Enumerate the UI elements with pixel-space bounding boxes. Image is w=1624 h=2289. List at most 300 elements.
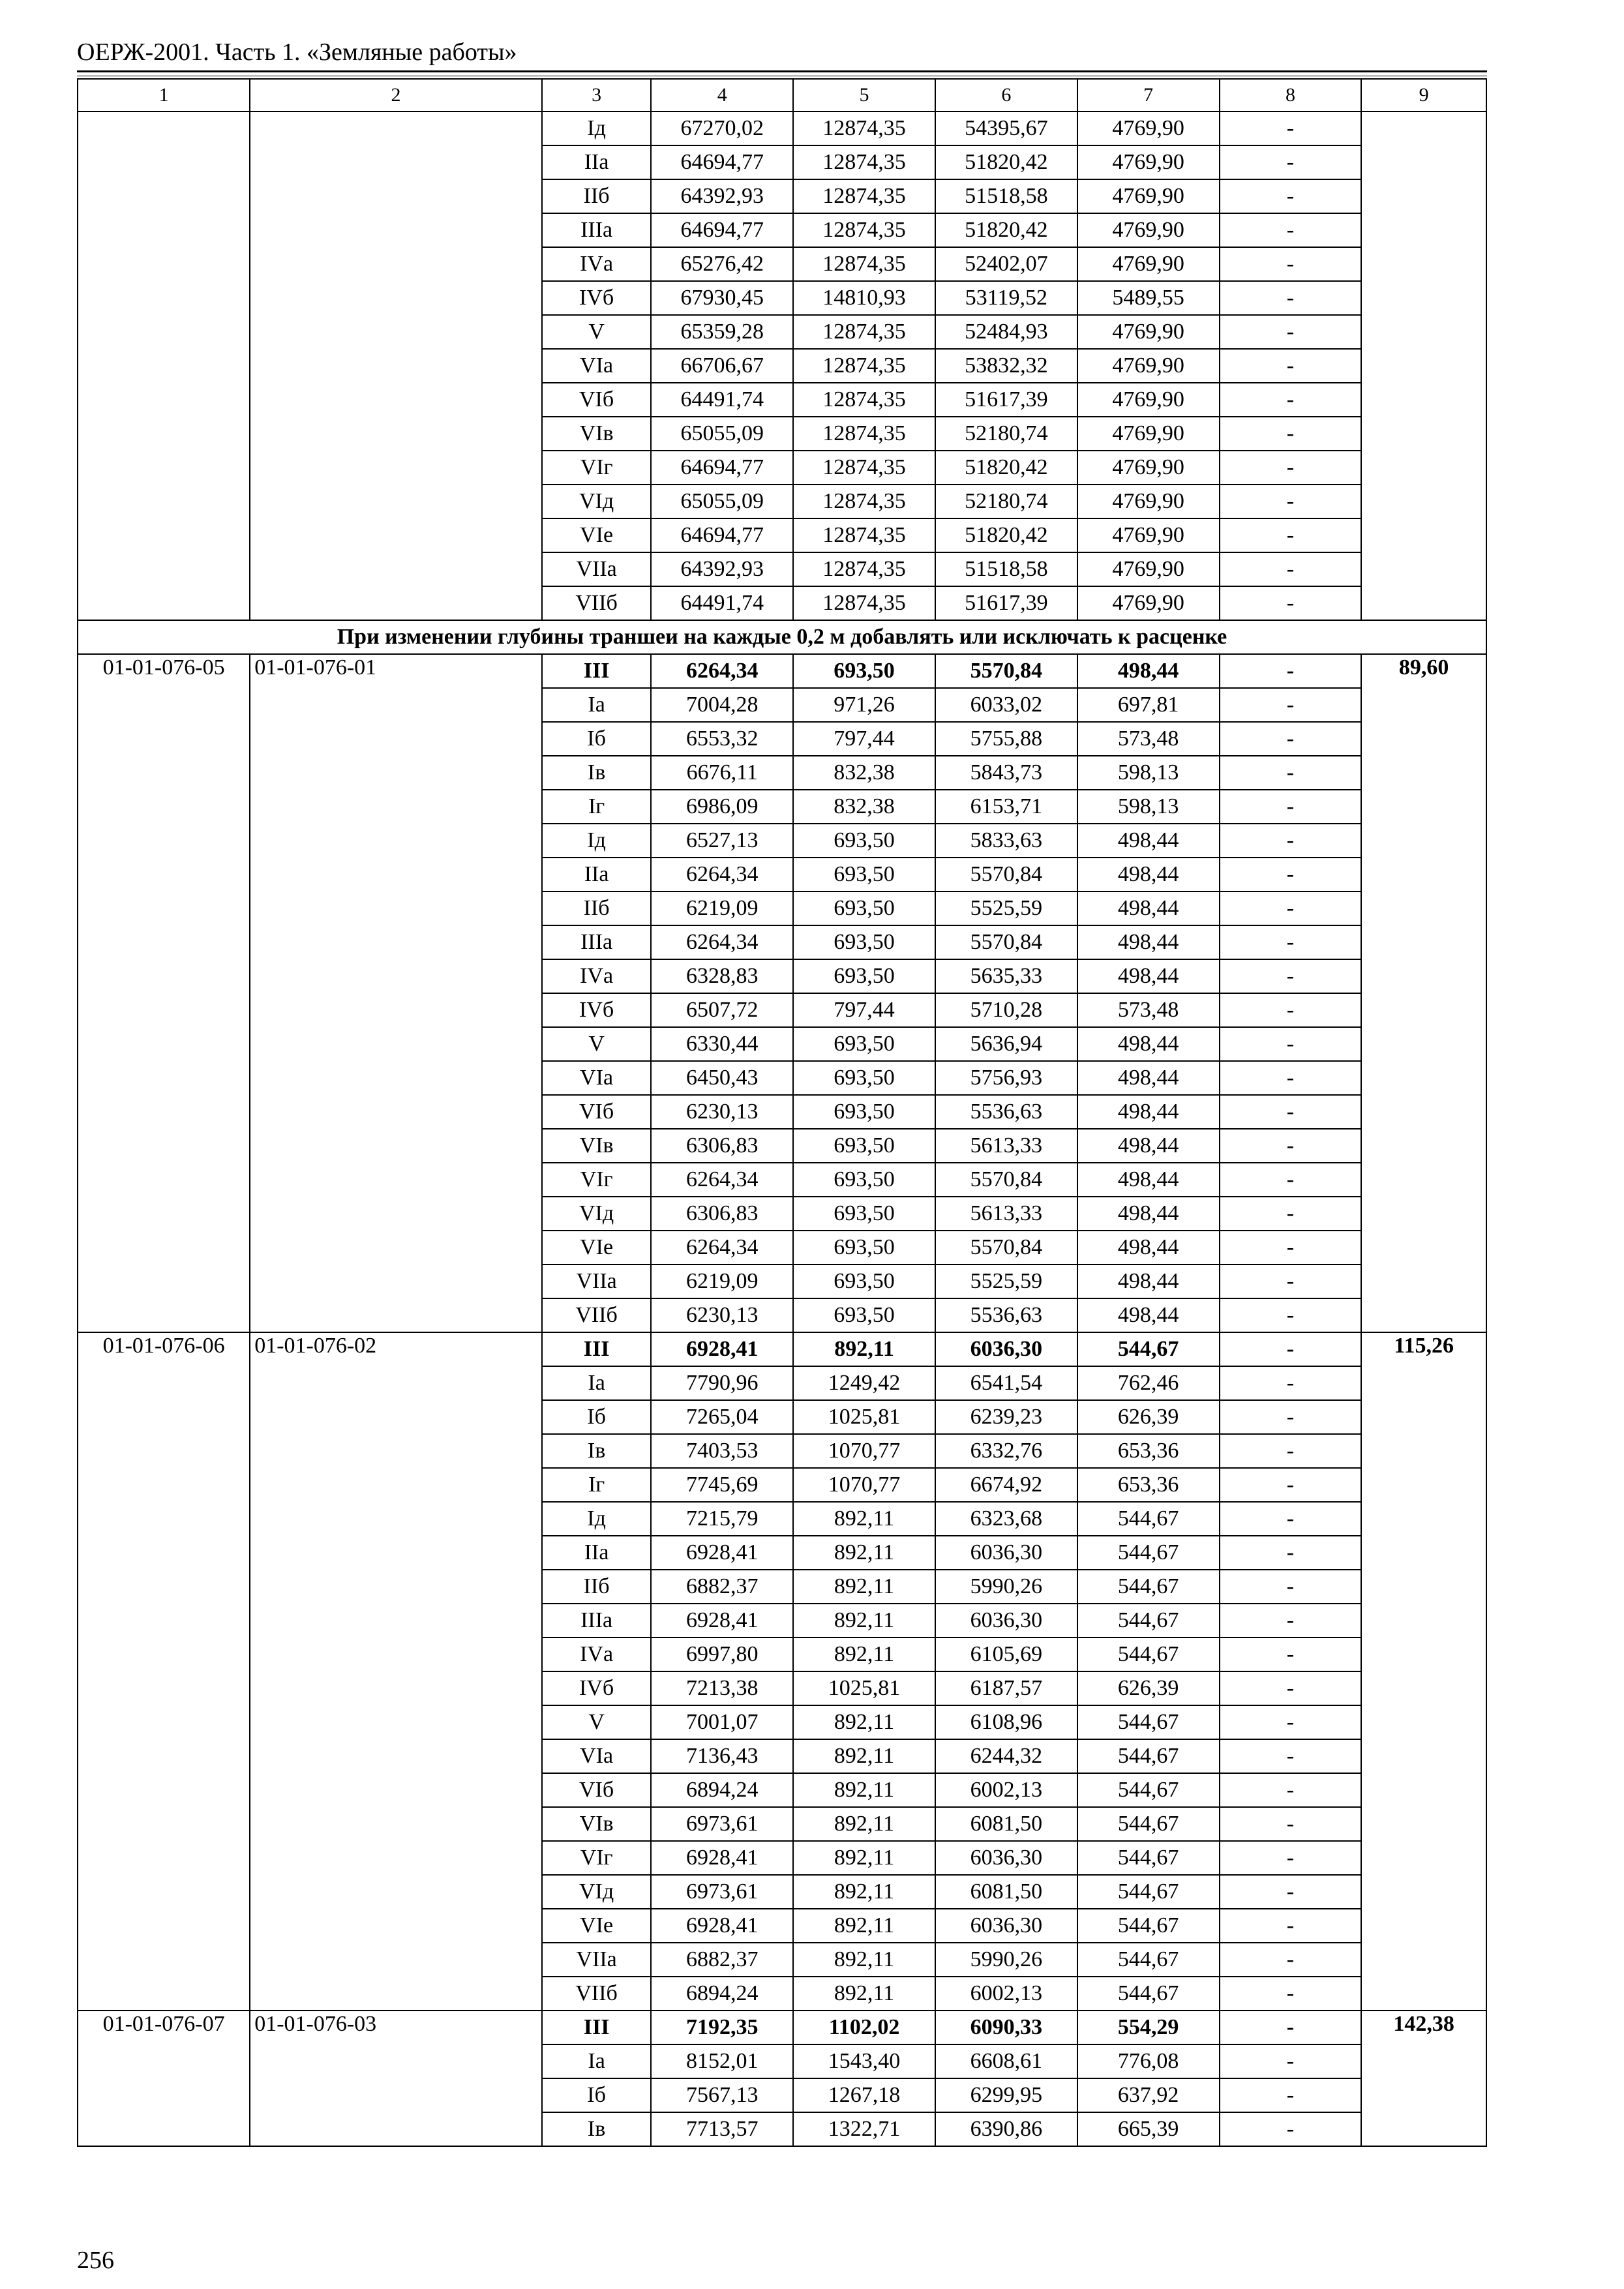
region-cell: V [542,1705,651,1739]
value-cell: 12874,35 [793,213,935,247]
value-cell: - [1220,1909,1362,1943]
value-cell: - [1220,688,1362,722]
value-cell: - [1220,2112,1362,2146]
base-rate-cell [250,112,542,620]
value-cell: - [1220,1671,1362,1705]
value-cell: 544,67 [1077,1943,1220,1977]
value-cell: 544,67 [1077,1841,1220,1875]
region-cell: VIг [542,1841,651,1875]
value-cell: 1322,71 [793,2112,935,2146]
value-cell: 64694,77 [651,518,793,552]
value-cell: 7790,96 [651,1366,793,1400]
value-cell: - [1220,1332,1362,1366]
value-cell: 6187,57 [935,1671,1077,1705]
value-cell: 498,44 [1077,1061,1220,1095]
value-cell: 1267,18 [793,2078,935,2112]
region-cell: VIе [542,1231,651,1264]
value-cell: 832,38 [793,790,935,824]
value-cell: - [1220,586,1362,620]
labor-cost-cell: 89,60 [1361,654,1486,1332]
value-cell: - [1220,2078,1362,2112]
value-cell: 4769,90 [1077,247,1220,281]
value-cell: 498,44 [1077,1095,1220,1129]
value-cell: - [1220,1841,1362,1875]
value-cell: 892,11 [793,1773,935,1807]
value-cell: 6036,30 [935,1909,1077,1943]
value-cell: 6928,41 [651,1909,793,1943]
value-cell: 544,67 [1077,1502,1220,1536]
value-cell: 832,38 [793,756,935,790]
value-cell: 5833,63 [935,824,1077,858]
value-cell: - [1220,1570,1362,1604]
region-cell: Iб [542,722,651,756]
value-cell: 892,11 [793,1536,935,1570]
value-cell: 7403,53 [651,1434,793,1468]
value-cell: 498,44 [1077,858,1220,891]
value-cell: 7192,35 [651,2011,793,2044]
value-cell: - [1220,213,1362,247]
value-cell: - [1220,1536,1362,1570]
value-cell: 498,44 [1077,891,1220,925]
value-cell: 693,50 [793,824,935,858]
value-cell: 1543,40 [793,2044,935,2078]
region-cell: III [542,654,651,688]
value-cell: 7713,57 [651,2112,793,2146]
value-cell: 6090,33 [935,2011,1077,2044]
column-number: 6 [935,79,1077,112]
value-cell: 12874,35 [793,112,935,145]
value-cell: 7745,69 [651,1468,793,1502]
value-cell: 64694,77 [651,213,793,247]
value-cell: 6882,37 [651,1570,793,1604]
value-cell: 6036,30 [935,1332,1077,1366]
value-cell: 67930,45 [651,281,793,315]
region-cell: Iд [542,1502,651,1536]
value-cell: 498,44 [1077,1027,1220,1061]
value-cell: 6299,95 [935,2078,1077,2112]
value-cell: - [1220,1400,1362,1434]
value-cell: 6997,80 [651,1638,793,1671]
value-cell: 498,44 [1077,654,1220,688]
value-cell: - [1220,1298,1362,1332]
rates-table [77,78,1487,2147]
value-cell: 51518,58 [935,179,1077,213]
value-cell: - [1220,2011,1362,2044]
region-cell: IIб [542,891,651,925]
column-number: 2 [250,79,542,112]
base-rate-cell: 01-01-076-03 [250,2011,542,2146]
value-cell: - [1220,1264,1362,1298]
value-cell: 693,50 [793,925,935,959]
column-number: 8 [1220,79,1362,112]
value-cell: 53832,32 [935,349,1077,383]
value-cell: 12874,35 [793,383,935,417]
value-cell: 6230,13 [651,1298,793,1332]
value-cell: 693,50 [793,1061,935,1095]
column-number: 5 [793,79,935,112]
labor-cost-cell [1361,112,1486,620]
value-cell: 4769,90 [1077,145,1220,179]
value-cell: - [1220,1604,1362,1638]
value-cell: 6323,68 [935,1502,1077,1536]
value-cell: 6264,34 [651,1163,793,1197]
value-cell: 6332,76 [935,1434,1077,1468]
value-cell: - [1220,1129,1362,1163]
region-cell: IIIа [542,213,651,247]
region-cell: IVа [542,1638,651,1671]
value-cell: - [1220,281,1362,315]
region-cell: VIIб [542,1298,651,1332]
value-cell: - [1220,145,1362,179]
value-cell: - [1220,891,1362,925]
value-cell: 1070,77 [793,1468,935,1502]
value-cell: 6894,24 [651,1773,793,1807]
value-cell: - [1220,1773,1362,1807]
region-cell: Iд [542,112,651,145]
value-cell: - [1220,315,1362,349]
value-cell: 544,67 [1077,1739,1220,1773]
value-cell: 6033,02 [935,688,1077,722]
value-cell: 1025,81 [793,1400,935,1434]
value-cell: 6081,50 [935,1807,1077,1841]
region-cell: VIIб [542,1977,651,2011]
region-cell: IIа [542,858,651,891]
region-cell: IIа [542,145,651,179]
value-cell: 573,48 [1077,993,1220,1027]
value-cell: - [1220,1807,1362,1841]
value-cell: 693,50 [793,959,935,993]
value-cell: 5570,84 [935,1163,1077,1197]
value-cell: 6036,30 [935,1536,1077,1570]
value-cell: - [1220,824,1362,858]
value-cell: 544,67 [1077,1536,1220,1570]
value-cell: 52180,74 [935,417,1077,451]
value-cell: 693,50 [793,1095,935,1129]
value-cell: - [1220,1502,1362,1536]
value-cell: 65359,28 [651,315,793,349]
value-cell: 52484,93 [935,315,1077,349]
value-cell: 5570,84 [935,1231,1077,1264]
region-cell: VIб [542,383,651,417]
value-cell: 544,67 [1077,1638,1220,1671]
region-cell: VIг [542,451,651,485]
table-row [78,654,1486,688]
value-cell: - [1220,1061,1362,1095]
value-cell: - [1220,1705,1362,1739]
value-cell: 5755,88 [935,722,1077,756]
value-cell: - [1220,1366,1362,1400]
value-cell: - [1220,518,1362,552]
value-cell: 6219,09 [651,1264,793,1298]
region-cell: Iг [542,1468,651,1502]
value-cell: 4769,90 [1077,518,1220,552]
value-cell: 544,67 [1077,1705,1220,1739]
value-cell: 5570,84 [935,858,1077,891]
value-cell: 5710,28 [935,993,1077,1027]
value-cell: - [1220,925,1362,959]
region-cell: VIIа [542,552,651,586]
rate-code-cell [78,112,250,620]
value-cell: 12874,35 [793,485,935,518]
value-cell: 6002,13 [935,1977,1077,2011]
region-cell: Iб [542,2078,651,2112]
value-cell: 51820,42 [935,145,1077,179]
value-cell: - [1220,1163,1362,1197]
value-cell: 693,50 [793,1129,935,1163]
value-cell: 1249,42 [793,1366,935,1400]
value-cell: 6264,34 [651,654,793,688]
value-cell: - [1220,1434,1362,1468]
value-cell: 6306,83 [651,1129,793,1163]
value-cell: 6239,23 [935,1400,1077,1434]
table-row [78,1332,1486,1366]
value-cell: 693,50 [793,1264,935,1298]
value-cell: 4769,90 [1077,552,1220,586]
value-cell: 64392,93 [651,552,793,586]
value-cell: 7215,79 [651,1502,793,1536]
value-cell: 54395,67 [935,112,1077,145]
column-number: 1 [78,79,250,112]
value-cell: 6036,30 [935,1604,1077,1638]
value-cell: 64491,74 [651,586,793,620]
value-cell: 5570,84 [935,654,1077,688]
value-cell: - [1220,722,1362,756]
value-cell: 498,44 [1077,1231,1220,1264]
value-cell: 693,50 [793,1027,935,1061]
region-cell: VIг [542,1163,651,1197]
value-cell: 6153,71 [935,790,1077,824]
value-cell: 14810,93 [793,281,935,315]
region-cell: Iв [542,1434,651,1468]
value-cell: 498,44 [1077,1163,1220,1197]
value-cell: 6450,43 [651,1061,793,1095]
value-cell: 5613,33 [935,1197,1077,1231]
region-cell: IIIа [542,925,651,959]
table-row [78,112,1486,145]
value-cell: 12874,35 [793,417,935,451]
column-number: 7 [1077,79,1220,112]
value-cell: - [1220,1468,1362,1502]
value-cell: 12874,35 [793,179,935,213]
value-cell: 6105,69 [935,1638,1077,1671]
region-cell: Iа [542,1366,651,1400]
value-cell: 51820,42 [935,518,1077,552]
value-cell: 12874,35 [793,586,935,620]
value-cell: 653,36 [1077,1434,1220,1468]
value-cell: 4769,90 [1077,417,1220,451]
region-cell: IIа [542,1536,651,1570]
region-cell: VIе [542,518,651,552]
value-cell: 892,11 [793,1977,935,2011]
value-cell: 65276,42 [651,247,793,281]
value-cell: 4769,90 [1077,451,1220,485]
value-cell: 7265,04 [651,1400,793,1434]
value-cell: 52402,07 [935,247,1077,281]
value-cell: 4769,90 [1077,383,1220,417]
value-cell: 637,92 [1077,2078,1220,2112]
value-cell: 6002,13 [935,1773,1077,1807]
value-cell: 6553,32 [651,722,793,756]
value-cell: 51518,58 [935,552,1077,586]
region-cell: III [542,2011,651,2044]
value-cell: 4769,90 [1077,349,1220,383]
value-cell: 64491,74 [651,383,793,417]
value-cell: 1102,02 [793,2011,935,2044]
value-cell: 4769,90 [1077,315,1220,349]
region-cell: VIв [542,1807,651,1841]
value-cell: - [1220,1875,1362,1909]
value-cell: 7001,07 [651,1705,793,1739]
value-cell: - [1220,858,1362,891]
value-cell: - [1220,1977,1362,2011]
value-cell: 6676,11 [651,756,793,790]
value-cell: 5756,93 [935,1061,1077,1095]
value-cell: - [1220,349,1362,383]
value-cell: 6882,37 [651,1943,793,1977]
value-cell: 498,44 [1077,1197,1220,1231]
region-cell: VIа [542,1061,651,1095]
value-cell: 6973,61 [651,1807,793,1841]
region-cell: VIIб [542,586,651,620]
region-cell: IVа [542,247,651,281]
value-cell: 12874,35 [793,451,935,485]
value-cell: 544,67 [1077,1332,1220,1366]
value-cell: 6264,34 [651,925,793,959]
value-cell: 5570,84 [935,925,1077,959]
value-cell: 544,67 [1077,1909,1220,1943]
value-cell: 64694,77 [651,145,793,179]
region-cell: VIе [542,1909,651,1943]
value-cell: 4769,90 [1077,112,1220,145]
value-cell: 6894,24 [651,1977,793,2011]
value-cell: 554,29 [1077,2011,1220,2044]
value-cell: 693,50 [793,654,935,688]
rate-code-cell: 01-01-076-05 [78,654,250,1332]
base-rate-cell: 01-01-076-02 [250,1332,542,2011]
value-cell: 5635,33 [935,959,1077,993]
value-cell: 498,44 [1077,959,1220,993]
value-cell: - [1220,993,1362,1027]
region-cell: VIб [542,1773,651,1807]
value-cell: - [1220,959,1362,993]
value-cell: - [1220,756,1362,790]
value-cell: 12874,35 [793,552,935,586]
value-cell: 6306,83 [651,1197,793,1231]
base-rate-cell: 01-01-076-01 [250,654,542,1332]
value-cell: 693,50 [793,1231,935,1264]
value-cell: 797,44 [793,993,935,1027]
value-cell: - [1220,417,1362,451]
value-cell: 6928,41 [651,1841,793,1875]
value-cell: 892,11 [793,1332,935,1366]
value-cell: - [1220,1943,1362,1977]
value-cell: 544,67 [1077,1977,1220,2011]
value-cell: 892,11 [793,1909,935,1943]
region-cell: V [542,315,651,349]
value-cell: 544,67 [1077,1773,1220,1807]
region-cell: Iв [542,2112,651,2146]
region-cell: VIа [542,1739,651,1773]
value-cell: 12874,35 [793,247,935,281]
value-cell: 544,67 [1077,1604,1220,1638]
value-cell: 6390,86 [935,2112,1077,2146]
value-cell: 6230,13 [651,1095,793,1129]
value-cell: - [1220,654,1362,688]
value-cell: 5990,26 [935,1570,1077,1604]
value-cell: 12874,35 [793,145,935,179]
region-cell: IIб [542,1570,651,1604]
value-cell: 12874,35 [793,518,935,552]
region-cell: IVа [542,959,651,993]
region-cell: IVб [542,281,651,315]
column-number: 9 [1361,79,1486,112]
value-cell: 892,11 [793,1604,935,1638]
region-cell: VIд [542,485,651,518]
region-cell: VIа [542,349,651,383]
page-header [77,38,1487,76]
value-cell: 65055,09 [651,485,793,518]
value-cell: 4769,90 [1077,586,1220,620]
value-cell: 8152,01 [651,2044,793,2078]
value-cell: 6081,50 [935,1875,1077,1909]
value-cell: 892,11 [793,1570,935,1604]
column-number-row [78,79,1486,112]
value-cell: 4769,90 [1077,485,1220,518]
value-cell: 693,50 [793,891,935,925]
value-cell: 892,11 [793,1638,935,1671]
value-cell: 5525,59 [935,891,1077,925]
value-cell: 892,11 [793,1841,935,1875]
value-cell: 1070,77 [793,1434,935,1468]
value-cell: 53119,52 [935,281,1077,315]
value-cell: 4769,90 [1077,213,1220,247]
value-cell: 6541,54 [935,1366,1077,1400]
region-cell: VIв [542,1129,651,1163]
value-cell: 5489,55 [1077,281,1220,315]
region-cell: Iв [542,756,651,790]
value-cell: - [1220,790,1362,824]
rate-code-cell: 01-01-076-07 [78,2011,250,2146]
region-cell: V [542,1027,651,1061]
region-cell: VIб [542,1095,651,1129]
value-cell: 7567,13 [651,2078,793,2112]
region-cell: IVб [542,993,651,1027]
value-cell: 65055,09 [651,417,793,451]
value-cell: - [1220,112,1362,145]
value-cell: 12874,35 [793,349,935,383]
value-cell: 544,67 [1077,1875,1220,1909]
value-cell: - [1220,1231,1362,1264]
value-cell: - [1220,179,1362,213]
value-cell: 693,50 [793,858,935,891]
page-number: 256 [77,2247,114,2274]
header-rule-thick [77,70,1487,72]
value-cell: 5536,63 [935,1095,1077,1129]
region-cell: IIб [542,179,651,213]
region-cell: VIIа [542,1943,651,1977]
value-cell: 1025,81 [793,1671,935,1705]
value-cell: 6527,13 [651,824,793,858]
value-cell: 6036,30 [935,1841,1077,1875]
value-cell: 892,11 [793,1875,935,1909]
value-cell: 498,44 [1077,1298,1220,1332]
labor-cost-cell: 142,38 [1361,2011,1486,2146]
header-title: ОЕРЖ-2001. Часть 1. «Земляные работы» [77,38,517,66]
value-cell: 498,44 [1077,1264,1220,1298]
value-cell: 693,50 [793,1197,935,1231]
value-cell: 626,39 [1077,1400,1220,1434]
value-cell: 573,48 [1077,722,1220,756]
